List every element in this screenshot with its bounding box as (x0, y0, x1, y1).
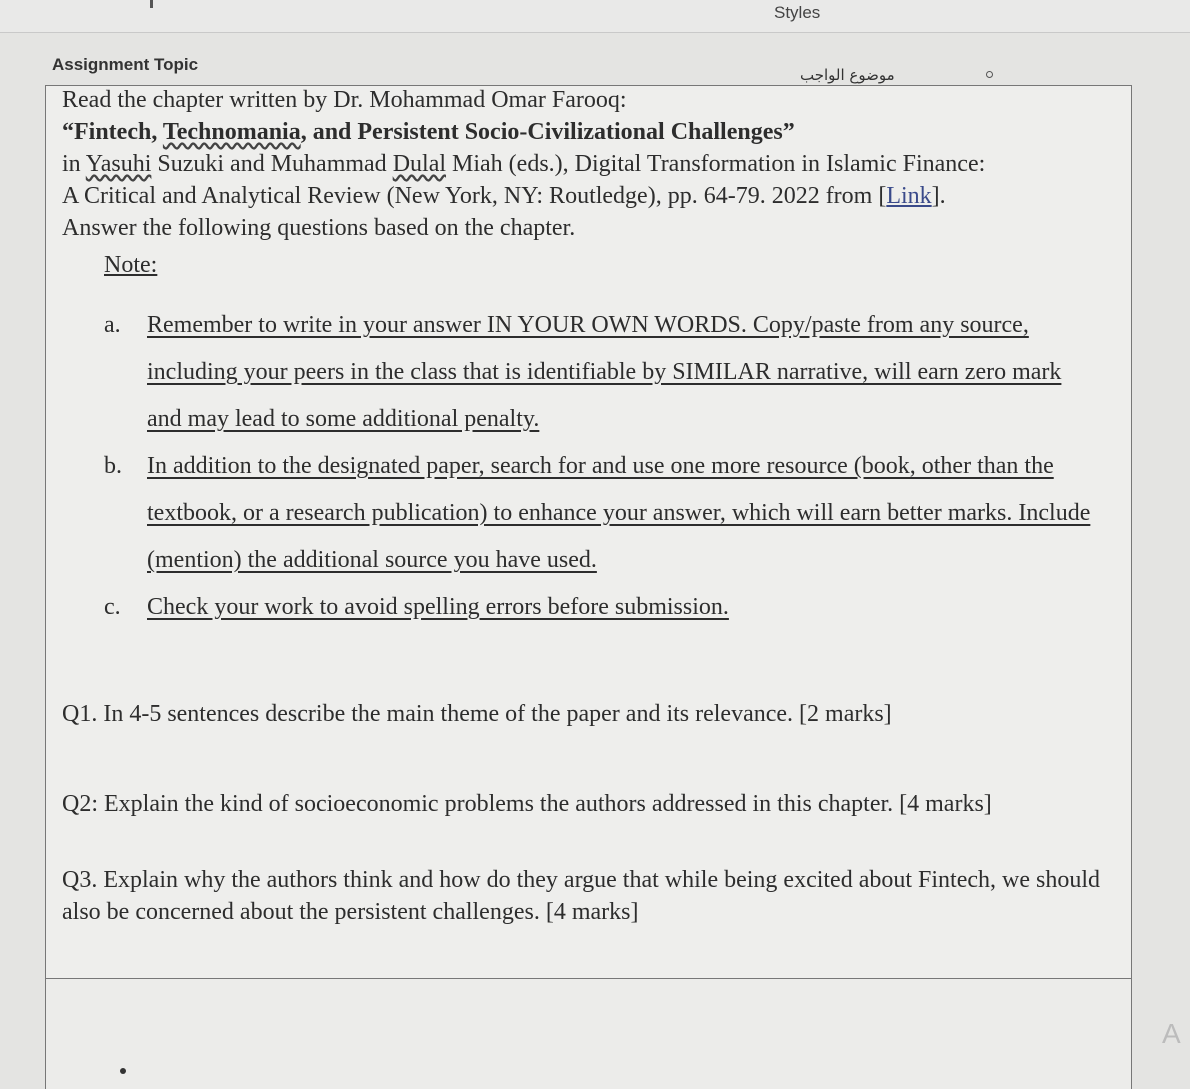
chapter-link[interactable]: Link (886, 183, 932, 209)
note-text: Remember to write in your answer IN YOUR OWN WORDS. Copy/paste from any source, including your peers in the class that is identifiable by SIMILAR narrative, will earn zero mark and may lead to some additional penalty. (147, 312, 1062, 432)
list-marker: a. (104, 312, 121, 338)
question-2: Q2: Explain the kind of socioeconomic problems the authors addressed in this chapter. [4 marks] (62, 791, 992, 817)
styles-button[interactable]: Styles (774, 3, 821, 22)
list-marker: b. (104, 453, 122, 479)
intro-line-5: Answer the following questions based on the chapter. (62, 215, 576, 241)
intro-line-3-c: Miah (eds.), Digital Transformation in Islamic Finance: (446, 151, 986, 177)
intro-paragraph (62, 84, 1132, 244)
answer-text-box[interactable] (45, 978, 1132, 1089)
notes-list (104, 302, 1094, 631)
intro-line-4-a: A Critical and Analytical Review (New York, NY: Routledge), pp. 64-79. 2022 from [ (62, 183, 887, 209)
list-item (104, 584, 1094, 631)
list-item (104, 443, 1094, 584)
chapter-title (62, 116, 1132, 148)
list-marker: c. (104, 594, 121, 620)
note-text: Check your work to avoid spelling errors before submission. (147, 594, 729, 620)
assignment-topic-arabic-label: موضوع الواجب (800, 66, 895, 84)
intro-line-3 (62, 148, 1132, 180)
toolbar (0, 0, 1190, 33)
note-heading: Note: (104, 252, 158, 278)
chapter-title-technomania: Technomania (162, 119, 301, 145)
intro-line-4 (62, 180, 1132, 212)
editor-name-dulal: Dulal (392, 151, 447, 177)
edge-partial-text: A (1162, 1018, 1181, 1049)
bullet-dot-icon (120, 1068, 126, 1074)
intro-line-4-b: ]. (931, 183, 946, 209)
assignment-topic-label: Assignment Topic (52, 55, 199, 74)
intro-line-1: Read the chapter written by Dr. Mohammad Omar Farooq: (62, 87, 627, 113)
editor-name-yasuhi: Yasuhi (85, 151, 152, 177)
toolbar-divider (150, 0, 153, 8)
intro-line-3-a: in (62, 151, 86, 177)
question-3: Q3. Explain why the authors think and how do they argue that while being excited about Fintech, we should also be concerned about the persistent challenges. [4 marks] (62, 867, 1101, 925)
chapter-title-rest: , and Persistent Socio-Civilizational Challenges” (300, 119, 795, 145)
question-1: Q1. In 4-5 sentences describe the main theme of the paper and its relevance. [2 marks] (62, 701, 892, 727)
note-text: In addition to the designated paper, search for and use one more resource (book, other than the textbook, or a research publication) to enhance your answer, which will earn better marks. Include (mention) the additional source you have used. (147, 453, 1091, 573)
list-item (104, 302, 1094, 443)
chapter-title-open: “Fintech, (62, 119, 163, 145)
intro-line-3-b: Suzuki and Muhammad (151, 151, 393, 177)
circle-marker-icon (986, 71, 993, 78)
